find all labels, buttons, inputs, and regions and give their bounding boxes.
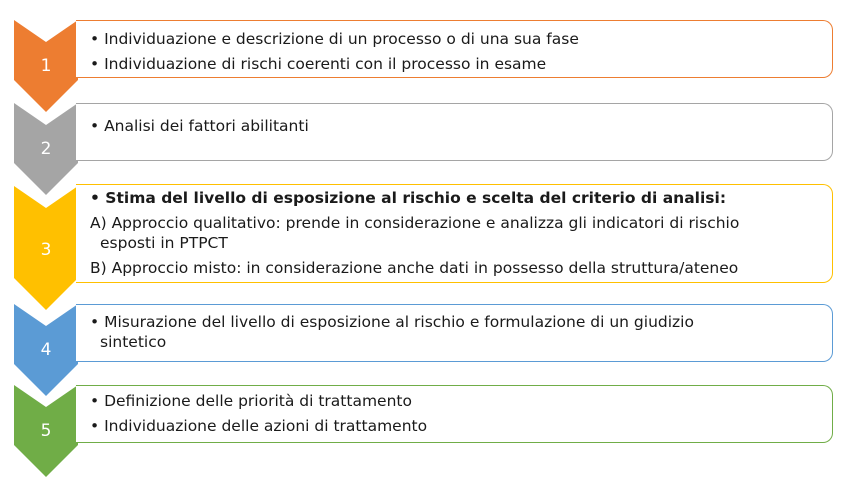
step-1-box — [76, 20, 833, 78]
step-3-box — [76, 184, 833, 283]
step-5-line-1: • Definizione delle priorità di trattamento — [90, 392, 412, 410]
step-1-line-2: • Individuazione di rischi coerenti con il processo in esame — [90, 55, 547, 73]
step-3-line-4: B) Approccio misto: in considerazione anche dati in possesso della struttura/ateneo — [90, 259, 739, 277]
step-1-number: 1 — [40, 56, 52, 76]
step-3-number: 3 — [40, 240, 52, 260]
step-4-number: 4 — [40, 340, 52, 360]
step-4-line-1: • Misurazione del livello di esposizione al rischio e formulazione di un giudizio — [90, 313, 694, 331]
step-3-line-1: • Stima del livello di esposizione al rischio e scelta del criterio di analisi: — [90, 189, 727, 207]
step-2-line-1: • Analisi dei fattori abilitanti — [90, 117, 309, 135]
step-1-line-1: • Individuazione e descrizione di un processo o di una sua fase — [90, 30, 579, 48]
step-3-line-3: esposti in PTPCT — [100, 234, 228, 252]
step-4-box — [76, 304, 833, 362]
step-5-box — [76, 385, 833, 443]
step-3-line-2: A) Approccio qualitativo: prende in considerazione e analizza gli indicatori di rischio — [90, 214, 740, 232]
step-4-line-2: sintetico — [100, 333, 167, 351]
step-5-line-2: • Individuazione delle azioni di trattamento — [90, 417, 428, 435]
step-2-box — [76, 103, 833, 161]
step-2-number: 2 — [40, 139, 52, 159]
step-5-number: 5 — [40, 421, 52, 441]
